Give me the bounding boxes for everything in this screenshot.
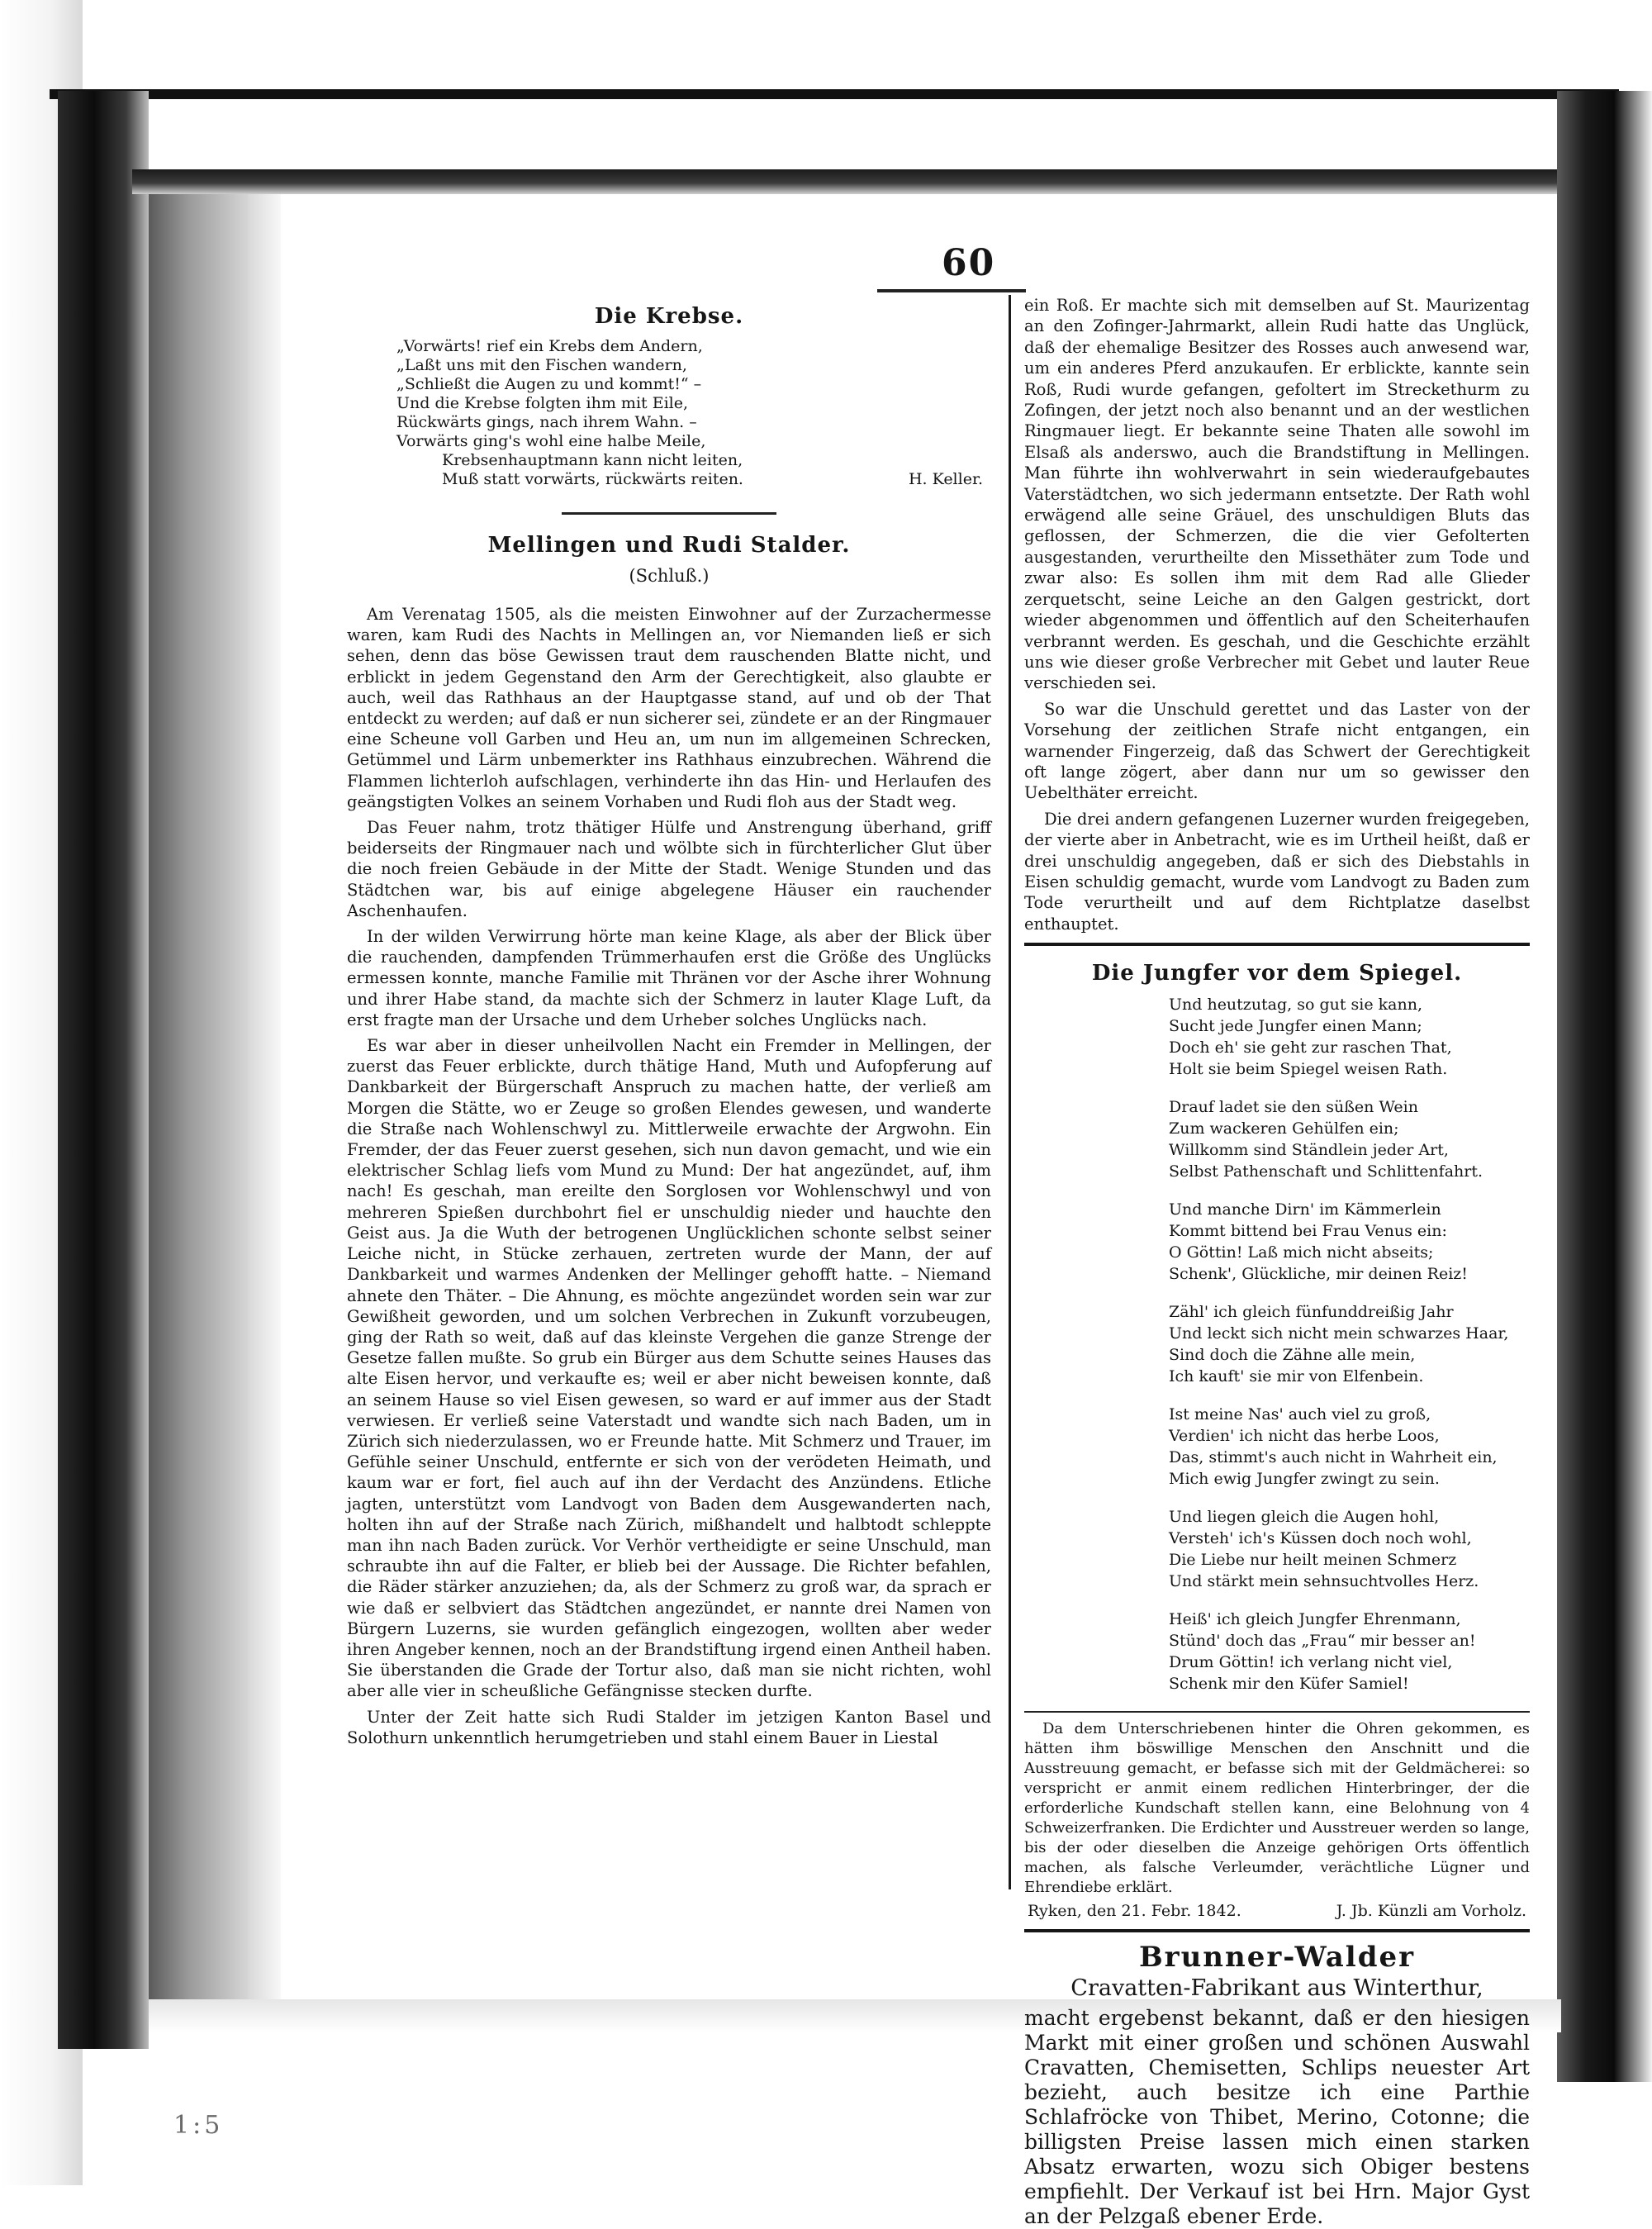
poem-stanza bbox=[1169, 1404, 1530, 1490]
poem-line: Und heutzutag, so gut sie kann, bbox=[1169, 996, 1423, 1015]
book-spine-shadow bbox=[58, 91, 149, 2049]
poem-line: Kommt bittend bei Frau Venus ein: bbox=[1169, 1222, 1447, 1241]
section-rule bbox=[1024, 1711, 1530, 1713]
article-paragraph: ein Roß. Er machte sich mit demselben auf St. Maurizentag an den Zofinger-Jahrmarkt, allein Rudi hatte das Unglück, daß der ehemalige Besitzer des Rosses auch anwesend war, um ein anderes Pferd anzukaufen. Er erblickte, kannte sein Roß, Rudi wurde gefangen, gefoltert im Streckethurm zu Zofingen, der jetzt noch also benannt und an der westlichen Ringmauer liegt. Er bekannte seine Thaten alle sowohl im Elsaß als anderswo, auch die Brandstiftung in Mellingen. Man führte ihn wohlverwahrt in sein wiederaufgebautes Vaterstädtchen, wo sich jedermann entsetzte. Der Rath wohl erwägend alle seine Gräuel, des unschuldigen Bluts das geflossen, der Schmerzen, die die vier Gefolterten ausgestanden, verurtheilte den Missethäter zum Tode und zwar also: Es sollen ihm mit dem Rad alle Glieder zerquetscht, seine Leiche an den Galgen gestrickt, dort wieder abgenommen und öffentlich auf den Scheiterhaufen verbrannt werden. Es geschah, und die Geschichte erzählt uns wie dieser große Verbrecher mit Gebet und lauter Reue verschieden sei. bbox=[1024, 296, 1530, 693]
poem-line: Doch eh' sie geht zur raschen That, bbox=[1169, 1038, 1452, 1057]
poem-krebse-title: Die Krebse. bbox=[594, 304, 744, 329]
poem-line: Krebsenhauptmann kann nicht leiten, bbox=[442, 451, 743, 469]
poem-line: Sucht jede Jungfer einen Mann; bbox=[1169, 1017, 1422, 1036]
article-paragraph: Unter der Zeit hatte sich Rudi Stalder im jetzigen Kanton Basel und Solothurn unkenntlich herumgetrieben und stahl einem Bauer in Liestal bbox=[347, 1707, 991, 1747]
poem-line: „Laßt uns mit den Fischen wandern, bbox=[396, 356, 687, 374]
poem-line: „Vorwärts! rief ein Krebs dem Andern, bbox=[396, 337, 703, 355]
poem-author: H. Keller. bbox=[908, 470, 983, 488]
poem-stanza bbox=[1169, 1301, 1530, 1387]
article-subtitle: (Schluß.) bbox=[629, 566, 710, 586]
poem-line: Vorwärts ging's wohl eine halbe Meile, bbox=[396, 432, 706, 450]
advert-subtitle: Cravatten-Fabrikant aus Winterthur, bbox=[1070, 1975, 1483, 2002]
poem-line: Mich ewig Jungfer zwingt zu sein. bbox=[1169, 1470, 1440, 1489]
article-paragraph: Die drei andern gefangenen Luzerner wurden freigegeben, der vierte aber in Anbetracht, wie es im Urtheil heißt, daß er drei unschuldig angegeben, daß er sich des Diebstahls in Eisen schuldig gemacht, wurde vom Landvogt zu Baden zum Tode verurtheilt und auf dem Richtplatze daselbst enthauptet. bbox=[1024, 809, 1530, 934]
page-gutter bbox=[248, 186, 281, 2008]
notice-text: Da dem Unterschriebenen hinter die Ohren gekommen, es hätten ihm böswillige Menschen den Anschnitt und die Ausstreuung gemacht, er befasse sich mit der Geldmächerei: so verspricht er anmit einem redlichen Hinterbringer, der die erforderliche Kundschaft stellen kann, eine Belohnung von 4 Schweizerfranken. Die Erdichter und Ausstreuer werden so lange, bis der oder dieselben die Anzeige gehörigen Orts öffentlich machen, als falsche Verleumder, verächtliche Lügner und Ehrendiebe erklärt. bbox=[1024, 1720, 1530, 1897]
notice-signature-line bbox=[1024, 1901, 1530, 1921]
poem-line: Selbst Pathenschaft und Schlittenfahrt. bbox=[1169, 1162, 1483, 1181]
poem-krebse bbox=[396, 337, 991, 489]
poem-line: Zum wackeren Gehülfen ein; bbox=[1169, 1119, 1399, 1138]
poem-stanza bbox=[1169, 1199, 1530, 1285]
article-paragraph: In der wilden Verwirrung hörte man keine Klage, als aber der Blick über die rauchenden, dampfenden Trümmerhaufen erst die Größe des Unglücks ermessen konnte, manche Familie mit Thränen vor der Asche ihrer Wohnung und ihrer Habe stand, da machte sich der Schmerz in lauter Klage Luft, da erst fragte man der Ursache und dem Urheber solches Unglücks nach. bbox=[347, 927, 991, 1029]
poem-line: Zähl' ich gleich fünfunddreißig Jahr bbox=[1169, 1303, 1454, 1322]
poem-line: Drum Göttin! ich verlang nicht viel, bbox=[1169, 1653, 1453, 1672]
page-number: 60 bbox=[942, 242, 996, 284]
poem-line: Drauf ladet sie den süßen Wein bbox=[1169, 1098, 1418, 1117]
left-column bbox=[347, 289, 991, 1753]
section-rule bbox=[562, 512, 776, 515]
poem-line: Rückwärts gings, nach ihrem Wahn. – bbox=[396, 413, 697, 431]
article-paragraph: So war die Unschuld gerettet und das Laster von der Vorsehung der zeitlichen Strafe nicht entgangen, ein warnender Fingerzeig, daß das Schwert der Gerechtigkeit oft lange zögert, aber dann nur um so gewisser den Uebelthäter erreicht. bbox=[1024, 699, 1530, 803]
poem-line: Und stärkt mein sehnsuchtvolles Herz. bbox=[1169, 1572, 1479, 1591]
section-rule bbox=[1024, 1929, 1530, 1932]
poem-line: Sind doch die Zähne alle mein, bbox=[1169, 1346, 1416, 1365]
poem-stanza bbox=[1169, 994, 1530, 1080]
poem-line: „Schließt die Augen zu und kommt!“ – bbox=[396, 375, 702, 393]
article-title: Mellingen und Rudi Stalder. bbox=[487, 533, 851, 558]
poem-line: Versteh' ich's Küssen doch noch wohl, bbox=[1169, 1529, 1472, 1548]
poem-line: Muß statt vorwärts, rückwärts reiten. bbox=[442, 470, 743, 488]
poem-last-line bbox=[396, 470, 991, 489]
article-paragraph: Es war aber in dieser unheilvollen Nacht ein Fremder in Mellingen, der zuerst das Feuer erblickte, durch thätige Hand, Muth und Aufopferung auf Dankbarkeit der Bürgerschaft Anspruch zu machen hatte, der verließ am Morgen die Stätte, wo er Zeuge so großen Elendes gewesen, und wanderte die Straße nach Wohlenschwyl zu. Mittlerweile erwachte der Argwohn. Ein Fremder, der das Feuer zuerst gesehen, sich nun davon gemacht, und wie ein elektrischer Schlag liefs vom Mund zu Mund: Der hat angezündet, auf, ihm nach! Es geschah, man ereilte den Sorglosen vor Wohlenschwyl und von mehreren Spießen durchbohrt fiel er unschuldig nieder und hauchte den Geist aus. Ja die Wuth der betrogenen Unglücklichen schonte selbst seiner Leiche nicht, in Stücke zerhauen, zertreten wurde der Mann, der auf Dankbarkeit und warmes Andenken der Mellinger gehofft hatte. – Niemand ahnete den Thäter. – Die Ahnung, es möchte angezündet worden sein war zur Gewißheit geworden, und um solchen Verbrechen in Zukunft vorzubeugen, ging der Rath so weit, daß auf das kleinste Vergehen die ganze Strenge der Gesetze fallen mußte. So grub ein Bürger aus dem Schutte seines Hauses das alte Eisen hervor, und verkaufte es; weil er aber nicht beweisen konnte, daß an seinem Hause so viel Eisen gewesen, so ward er auf immer aus der Stadt verwiesen. Er verließ seine Vaterstadt und wandte sich nach Baden, um in Zürich sich niederzulassen, wo er Freunde hatte. Mit Schmerz und Trauer, im Gefühle seiner Unschuld, entfernte er sich von der verödeten Heimath, und kaum war er fort, fiel auch auf ihn der Verdacht des Anzündens. Etliche jagten, unterstützt vom Landvogt von Baden dem Ausgewanderten nach, holten ihn auf der Straße nach Zürich, mißhandelt und halbtodt schleppte man ihn nach Baden zurück. Vor Verhör vertheidigte er seine Unschuld, man schraubte ihn auf die Falter, er blieb bei der Aussage. Die Richter befahlen, die Räder stärker anzuziehen; da, als der Schmerz zu groß war, da sprach er wie daß er selbviert das Städtchen angezündet, er nannte drei Namen von Bürgern Luzerns, sie wurden gefänglich eingezogen, wollten aber weder ihren Angeber kennen, noch an der Brandstiftung irgend einen Antheil haben. Sie überstanden die Grade der Tortur also, daß man sie nicht richten, wohl aber alle vier in scheußliche Gefängnisse stecken durfte. bbox=[347, 1036, 991, 1701]
poem-line: Stünd' doch das „Frau“ mir besser an! bbox=[1169, 1632, 1476, 1651]
poem-line: Und manche Dirn' im Kämmerlein bbox=[1169, 1200, 1441, 1219]
reward-notice bbox=[1024, 1719, 1530, 1921]
scan-right-border bbox=[1557, 91, 1652, 2082]
advert-title: Brunner-Walder bbox=[1138, 1941, 1416, 1975]
right-column bbox=[1024, 295, 1530, 2229]
poem-line: Und liegen gleich die Augen hohl, bbox=[1169, 1508, 1440, 1527]
section-rule bbox=[1024, 943, 1530, 946]
poem-line: Die Liebe nur heilt meinen Schmerz bbox=[1169, 1551, 1457, 1570]
newspaper-page bbox=[281, 194, 1557, 2229]
poem-jungfer-title: Die Jungfer vor dem Spiegel. bbox=[1091, 961, 1463, 986]
poem-line: Verdien' ich nicht das herbe Loos, bbox=[1169, 1427, 1440, 1446]
scan-corner-mark: 1:5 bbox=[173, 2111, 224, 2140]
poem-line: Willkomm sind Ständlein jeder Art, bbox=[1169, 1141, 1449, 1160]
article-paragraph: Am Verenatag 1505, als die meisten Einwohner auf der Zurzachermesse waren, kam Rudi des Nachts in Mellingen an, vor Niemanden ließ er sich sehen, denn das böse Gewissen traut dem rauschenden Blatte nicht, und erblickt in jedem Gegenstand den Arm der Gerechtigkeit, also glaubte er auch, weil das Rathhaus an der Hauptgasse stand, auf und ob der That entdeckt zu werden; auf daß er nun sicherer sei, zündete er an der Ringmauer eine Scheune voll Garben und Heu an, um nun im allgemeinen Schrecken, Getümmel und Lärm unbemerkter ins Rathhaus einzubrechen. Während die Flammen lichterloh aufschlagen, verhinderte ihn das Hin- und Herlaufen des geängstigten Volkes an seinem Vorhaben und Rudi floh aus der Stadt weg. bbox=[347, 605, 991, 811]
book-top-edge bbox=[132, 169, 1619, 194]
column-divider bbox=[1009, 295, 1011, 1889]
article-body bbox=[347, 604, 991, 1748]
poem-stanza bbox=[1169, 1506, 1530, 1592]
notice-place-date: Ryken, den 21. Febr. 1842. bbox=[1028, 1902, 1241, 1921]
poem-line: Und die Krebse folgten ihm mit Eile, bbox=[396, 394, 689, 412]
poem-line: Holt sie beim Spiegel weisen Rath. bbox=[1169, 1060, 1448, 1079]
notice-signature: J. Jb. Künzli am Vorholz. bbox=[1336, 1902, 1526, 1921]
article-continuation bbox=[1024, 295, 1530, 934]
poem-jungfer bbox=[1169, 994, 1530, 1694]
advert-body: macht ergebenst bekannt, daß er den hiesigen Markt mit einer großen und schönen Auswahl Cravatten, Chemisetten, Schlips neuester Art bezieht, auch besitze ich eine Parthie Schlafröcke von Thibet, Merino, Cotonne; die billigsten Preise lassen mich einen starken Absatz erwarten, wozu sich Obiger bestens empfiehlt. Der Verkauf ist bei Hrn. Major Gyst an der Pelzgaß ebener Erde. bbox=[1024, 2006, 1530, 2229]
poem-stanza bbox=[1169, 1609, 1530, 1694]
poem-line: O Göttin! Laß mich nicht abseits; bbox=[1169, 1243, 1434, 1262]
poem-line: Schenk mir den Küfer Samiel! bbox=[1169, 1675, 1409, 1694]
poem-line: Schenk', Glückliche, mir deinen Reiz! bbox=[1169, 1265, 1468, 1284]
poem-line: Heiß' ich gleich Jungfer Ehrenmann, bbox=[1169, 1610, 1461, 1629]
article-paragraph: Das Feuer nahm, trotz thätiger Hülfe und Anstrengung überhand, griff beiderseits der Ringmauer nach und wölbte sich in fürchterlicher Glut über die noch freien Gebäude in der Mitte der Stadt. Wenige Stunden und das Städtchen war, bis auf einige abgelegene Häuser ein rauchender Aschenhaufen. bbox=[347, 818, 991, 920]
poem-line: Und leckt sich nicht mein schwarzes Haar, bbox=[1169, 1324, 1509, 1343]
poem-line: Ist meine Nas' auch viel zu groß, bbox=[1169, 1405, 1431, 1424]
scan-top-border bbox=[50, 89, 1619, 99]
poem-line: Ich kauft' sie mir von Elfenbein. bbox=[1169, 1367, 1424, 1386]
poem-line: Das, stimmt's auch nicht in Wahrheit ein, bbox=[1169, 1448, 1498, 1467]
poem-stanza bbox=[1169, 1096, 1530, 1182]
